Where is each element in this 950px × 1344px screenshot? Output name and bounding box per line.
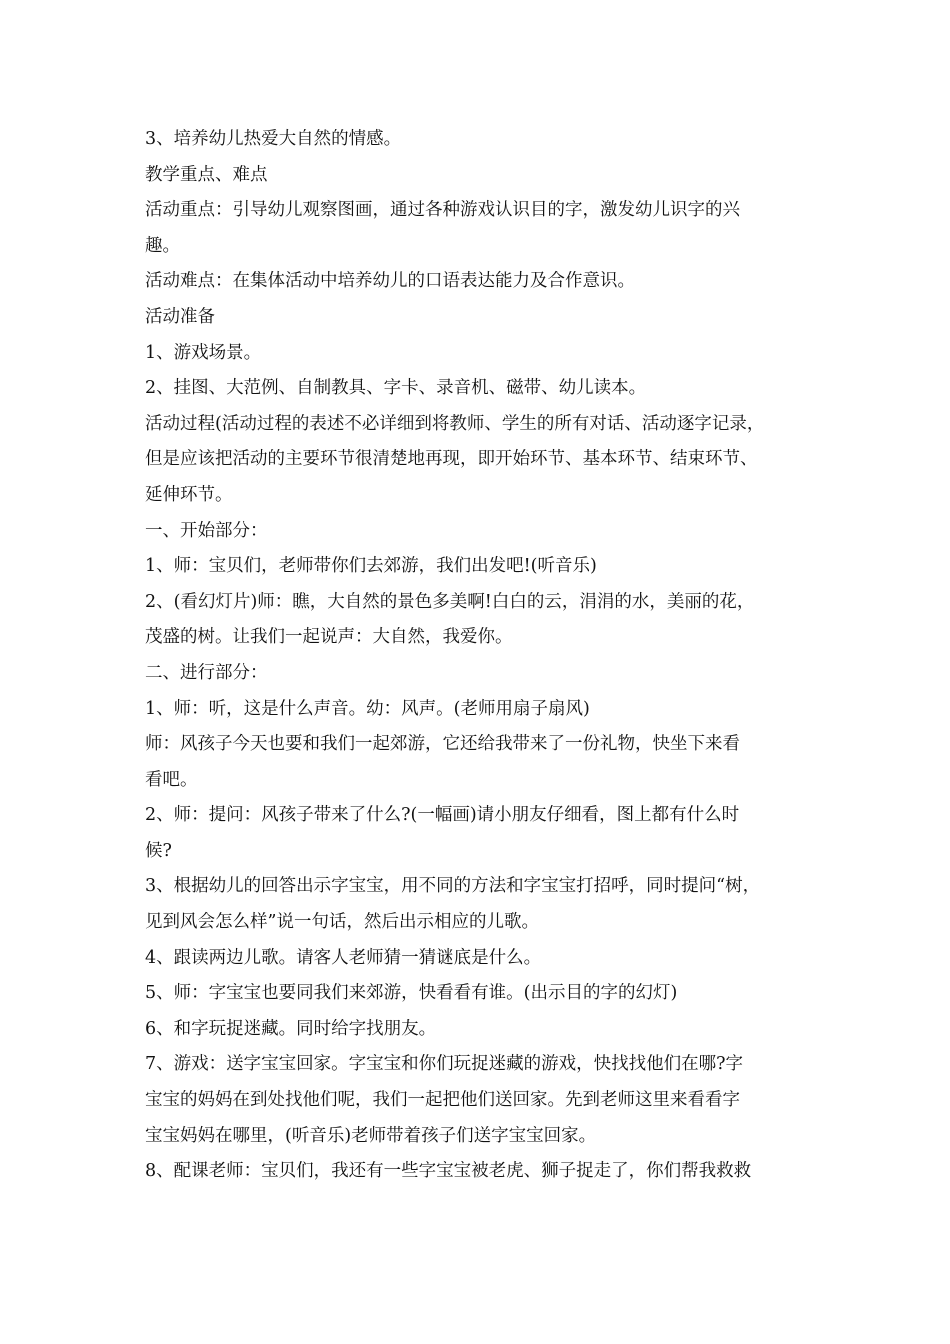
section-heading: 二、进行部分： xyxy=(145,662,268,683)
text-line: 宝宝的妈妈在到处找他们呢，我们一起把他们送回家。先到老师这里来看看字 xyxy=(145,1090,740,1111)
text-line: 4、跟读两边儿歌。请客人老师猜一猜谜底是什么。 xyxy=(145,947,542,968)
text-line: 1、师：宝贝们，老师带你们去郊游，我们出发吧!(听音乐) xyxy=(145,556,597,577)
text-line: 2、师：提问：风孩子带来了什么?(一幅画)请小朋友仔细看，图上都有什么时 xyxy=(145,805,740,826)
text-line: 看吧。 xyxy=(145,769,198,790)
document-body xyxy=(145,122,825,1190)
text-line: 3、培养幼儿热爱大自然的情感。 xyxy=(145,129,402,149)
text-line: 1、师：听，这是什么声音。幼：风声。(老师用扇子扇风) xyxy=(145,698,590,719)
text-line: 1、游戏场景。 xyxy=(145,342,262,363)
section-heading: 活动准备 xyxy=(145,306,215,327)
text-line: 6、和字玩捉迷藏。同时给字找朋友。 xyxy=(145,1018,437,1039)
text-line: 2、(看幻灯片)师：瞧，大自然的景色多美啊!白白的云，涓涓的水，美丽的花， xyxy=(145,591,755,612)
text-line: 见到风会怎么样”说一句话，然后出示相应的儿歌。 xyxy=(145,912,539,933)
text-line: 7、游戏：送字宝宝回家。字宝宝和你们玩捉迷藏的游戏，快找找他们在哪?字 xyxy=(145,1054,744,1075)
text-line: 活动难点：在集体活动中培养幼儿的口语表达能力及合作意识。 xyxy=(145,271,635,292)
text-line: 2、挂图、大范例、自制教具、字卡、录音机、磁带、幼儿读本。 xyxy=(145,378,647,399)
text-line: 茂盛的树。让我们一起说声：大自然，我爱你。 xyxy=(145,627,513,648)
text-line: 延伸环节。 xyxy=(145,484,233,505)
text-line: 候? xyxy=(145,840,172,861)
text-line: 师：风孩子今天也要和我们一起郊游，它还给我带来了一份礼物，快坐下来看 xyxy=(145,734,740,755)
text-line: 但是应该把活动的主要环节很清楚地再现，即开始环节、基本环节、结束环节、 xyxy=(145,449,758,470)
text-line: 活动重点：引导幼儿观察图画，通过各种游戏认识目的字，激发幼儿识字的兴 xyxy=(145,200,740,221)
text-line: 8、配课老师：宝贝们，我还有一些字宝宝被老虎、狮子捉走了，你们帮我救救 xyxy=(145,1161,752,1182)
section-heading: 教学重点、难点 xyxy=(145,164,268,185)
text-line: 宝宝妈妈在哪里，(听音乐)老师带着孩子们送字宝宝回家。 xyxy=(145,1125,597,1146)
text-line: 活动过程(活动过程的表述不必详细到将教师、学生的所有对话、活动逐字记录， xyxy=(145,413,765,434)
section-heading: 一、开始部分： xyxy=(145,520,268,541)
text-line: 5、师：字宝宝也要同我们来郊游，快看看有谁。(出示目的字的幻灯) xyxy=(145,983,678,1004)
text-line: 趣。 xyxy=(145,235,180,256)
text-line: 3、根据幼儿的回答出示字宝宝，用不同的方法和字宝宝打招呼，同时提问“树， xyxy=(145,876,761,897)
